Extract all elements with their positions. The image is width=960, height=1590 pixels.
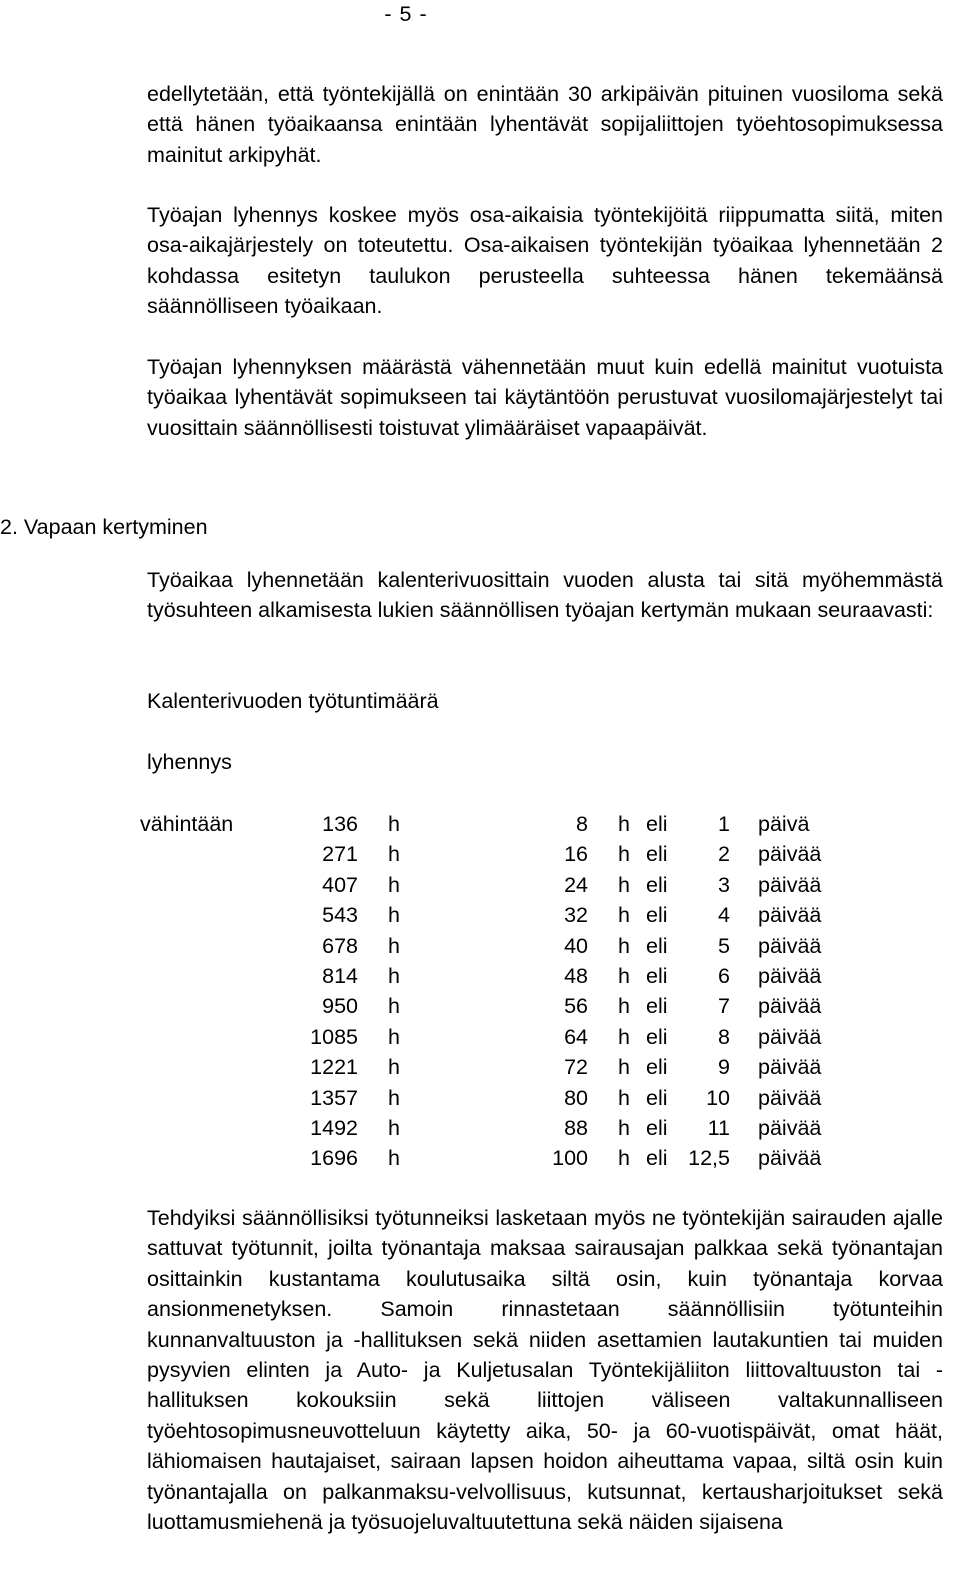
cell-prefix — [140, 839, 298, 869]
cell-reduction-hours: 40 — [564, 933, 588, 958]
cell-hours-unit: h — [388, 1116, 400, 1141]
cell-reduction-hours: 56 — [564, 994, 588, 1019]
cell-day-unit: päivää — [758, 964, 822, 989]
cell-hours-unit: h — [388, 812, 400, 836]
cell-days: 9 — [718, 1055, 730, 1080]
table-row — [140, 1083, 821, 1113]
cell-reduction-unit: h — [618, 903, 630, 928]
paragraph-part-time: Työajan lyhennys koskee myös osa-aikaisia työntekijöitä riippumatta siitä, miten osa-aikajärjestely on toteutettu. Osa-aikaisen työntekijän työaikaa lyhennetään 2 kohdassa esitetyn taulukon perusteella suhteessa hänen tekemäänsä säännölliseen työaikaan. — [147, 203, 943, 319]
cell-reduction-unit: h — [618, 1085, 630, 1110]
table-row — [140, 839, 821, 869]
table-row — [140, 900, 821, 930]
cell-reduction-unit: h — [618, 933, 630, 958]
cell-hours: 271 — [322, 842, 358, 867]
cell-reduction-unit: h — [618, 842, 630, 867]
cell-reduction-unit: h — [618, 1146, 630, 1171]
cell-day-unit: päivää — [758, 1116, 822, 1141]
cell-days: 5 — [718, 933, 730, 958]
cell-hours: 1085 — [310, 1024, 358, 1049]
cell-prefix — [140, 961, 298, 991]
cell-hours: 136 — [322, 812, 358, 836]
cell-eli: eli — [646, 994, 668, 1019]
table-row — [140, 809, 821, 839]
table-row — [140, 991, 821, 1021]
table-row — [140, 870, 821, 900]
cell-eli: eli — [646, 812, 668, 836]
cell-hours-unit: h — [388, 933, 400, 958]
table-row — [140, 1143, 821, 1173]
cell-days: 2 — [718, 842, 730, 867]
cell-hours: 1696 — [310, 1146, 358, 1171]
cell-hours-unit: h — [388, 994, 400, 1019]
cell-reduction-unit: h — [618, 1024, 630, 1049]
cell-reduction-unit: h — [618, 994, 630, 1019]
cell-reduction-unit: h — [618, 1116, 630, 1141]
cell-days: 7 — [718, 994, 730, 1019]
cell-hours: 814 — [322, 964, 358, 989]
section-intro: Työaikaa lyhennetään kalenterivuosittain vuoden alusta tai sitä myöhemmästä työsuhteen alkamisesta lukien säännöllisen työajan kertymän mukaan seuraavasti: — [147, 568, 943, 623]
cell-prefix: vähintään — [140, 812, 234, 836]
closing-paragraph: Tehdyiksi säännöllisiksi työtunneiksi lasketaan myös ne työntekijän sairauden ajalle sattuvat työtunnit, joilta työnantaja maksaa sairausajan palkkaa sekä työnantajan osittainkin kustantama koulutusaika siltä osin, kuin työnantaja korvaa ansionmenetyksen. Samoin rinnastetaan säännöllisiin työtunteihin kunnanvaltuuston ja -hallituksen sekä niiden asettamien lautakuntien tai muiden pysyvien elinten ja Auto- ja Kuljetusalan Työntekijäliiton liittovaltuuston tai -hallituksen kokouksiin sekä liittojen väliseen valtakunnalliseen työehtosopimusneuvotteluun käytetty aika, 50- ja 60-vuotispäivät, omat häät, lähiomaisen hautajaiset, sairaan lapsen hoidon aiheuttama vapaa, siltä osin kuin työnantajalla on palkanmaksu-velvollisuus, kutsunnat, kertausharjoitukset sekä luottamusmiehenä ja työsuojeluvaltuutettuna sekä näiden sijaisena — [147, 1206, 943, 1535]
cell-hours-unit: h — [388, 964, 400, 989]
cell-prefix — [140, 1113, 298, 1143]
cell-days: 11 — [707, 1116, 730, 1141]
cell-eli: eli — [646, 872, 668, 897]
reduction-table-body — [140, 809, 821, 1174]
cell-reduction-hours: 32 — [564, 903, 588, 928]
cell-days: 8 — [718, 1024, 730, 1049]
cell-day-unit: päivää — [758, 872, 822, 897]
paragraph-deductions: Työajan lyhennyksen määrästä vähennetään muut kuin edellä mainitut vuotuista työaikaa lyhentävät sopimukseen tai käytäntöön perustuvat vuosilomajärjestelyt tai vuosittain säännöllisesti toistuvat ylimääräiset vapaapäivät. — [147, 355, 943, 440]
table-row — [140, 1113, 821, 1143]
table-row — [140, 961, 821, 991]
cell-day-unit: päivää — [758, 842, 822, 867]
cell-hours: 1221 — [310, 1055, 358, 1080]
cell-reduction-hours: 72 — [564, 1055, 588, 1080]
cell-hours: 950 — [322, 994, 358, 1019]
cell-eli: eli — [646, 1024, 668, 1049]
cell-eli: eli — [646, 1146, 668, 1171]
cell-day-unit: päivää — [758, 903, 822, 928]
cell-hours: 1357 — [310, 1085, 358, 1110]
cell-day-unit: päivää — [758, 1085, 822, 1110]
cell-hours-unit: h — [388, 1024, 400, 1049]
cell-hours: 407 — [322, 872, 358, 897]
cell-prefix — [140, 1022, 298, 1052]
cell-hours-unit: h — [388, 903, 400, 928]
cell-reduction-hours: 100 — [552, 1146, 588, 1171]
cell-reduction-unit: h — [618, 872, 630, 897]
cell-eli: eli — [646, 1085, 668, 1110]
cell-reduction-hours: 64 — [564, 1024, 588, 1049]
cell-hours: 678 — [322, 933, 358, 958]
cell-reduction-hours: 88 — [564, 1116, 588, 1141]
cell-day-unit: päivää — [758, 933, 822, 958]
cell-eli: eli — [646, 903, 668, 928]
cell-days: 1 — [718, 812, 730, 836]
cell-reduction-hours: 8 — [576, 812, 588, 836]
cell-prefix — [140, 931, 298, 961]
cell-reduction-unit: h — [618, 1055, 630, 1080]
cell-eli: eli — [646, 842, 668, 867]
cell-day-unit: päivää — [758, 1055, 822, 1080]
cell-eli: eli — [646, 964, 668, 989]
cell-days: 4 — [718, 903, 730, 928]
cell-prefix — [140, 1143, 298, 1173]
cell-days: 6 — [718, 964, 730, 989]
cell-reduction-hours: 16 — [564, 842, 588, 867]
cell-day-unit: päivää — [758, 994, 822, 1019]
table-row — [140, 1022, 821, 1052]
cell-hours: 1492 — [310, 1116, 358, 1141]
table-row — [140, 1052, 821, 1082]
cell-days: 3 — [718, 872, 730, 897]
cell-eli: eli — [646, 933, 668, 958]
cell-reduction-unit: h — [618, 812, 630, 836]
cell-reduction-unit: h — [618, 964, 630, 989]
cell-days: 12,5 — [688, 1146, 730, 1171]
cell-eli: eli — [646, 1055, 668, 1080]
cell-prefix — [140, 1052, 298, 1082]
page-number: - 5 - — [384, 2, 428, 26]
cell-hours-unit: h — [388, 1146, 400, 1171]
cell-hours-unit: h — [388, 842, 400, 867]
cell-prefix — [140, 870, 298, 900]
cell-day-unit: päivää — [758, 1024, 822, 1049]
table-row — [140, 931, 821, 961]
cell-hours-unit: h — [388, 1055, 400, 1080]
paragraph-vacation-condition: edellytetään, että työntekijällä on enintään 30 arkipäivän pituinen vuosiloma sekä että hänen työaikaansa enintään lyhentävät sopijaliittojen työehtosopimuksessa mainitut arkipyhät. — [147, 82, 943, 167]
cell-hours-unit: h — [388, 1085, 400, 1110]
cell-prefix — [140, 991, 298, 1021]
cell-eli: eli — [646, 1116, 668, 1141]
cell-reduction-hours: 48 — [564, 964, 588, 989]
cell-hours-unit: h — [388, 872, 400, 897]
cell-day-unit: päivää — [758, 1146, 822, 1171]
cell-reduction-hours: 24 — [564, 872, 588, 897]
label-annual-hours: Kalenterivuoden työtuntimäärä — [147, 689, 439, 713]
cell-prefix — [140, 1083, 298, 1113]
reduction-table — [140, 809, 821, 1174]
cell-day-unit: päivä — [758, 812, 810, 836]
cell-reduction-hours: 80 — [564, 1085, 588, 1110]
cell-days: 10 — [706, 1085, 730, 1110]
section-heading: 2. Vapaan kertyminen — [0, 515, 208, 539]
cell-prefix — [140, 900, 298, 930]
label-reduction: lyhennys — [147, 750, 232, 774]
cell-hours: 543 — [322, 903, 358, 928]
